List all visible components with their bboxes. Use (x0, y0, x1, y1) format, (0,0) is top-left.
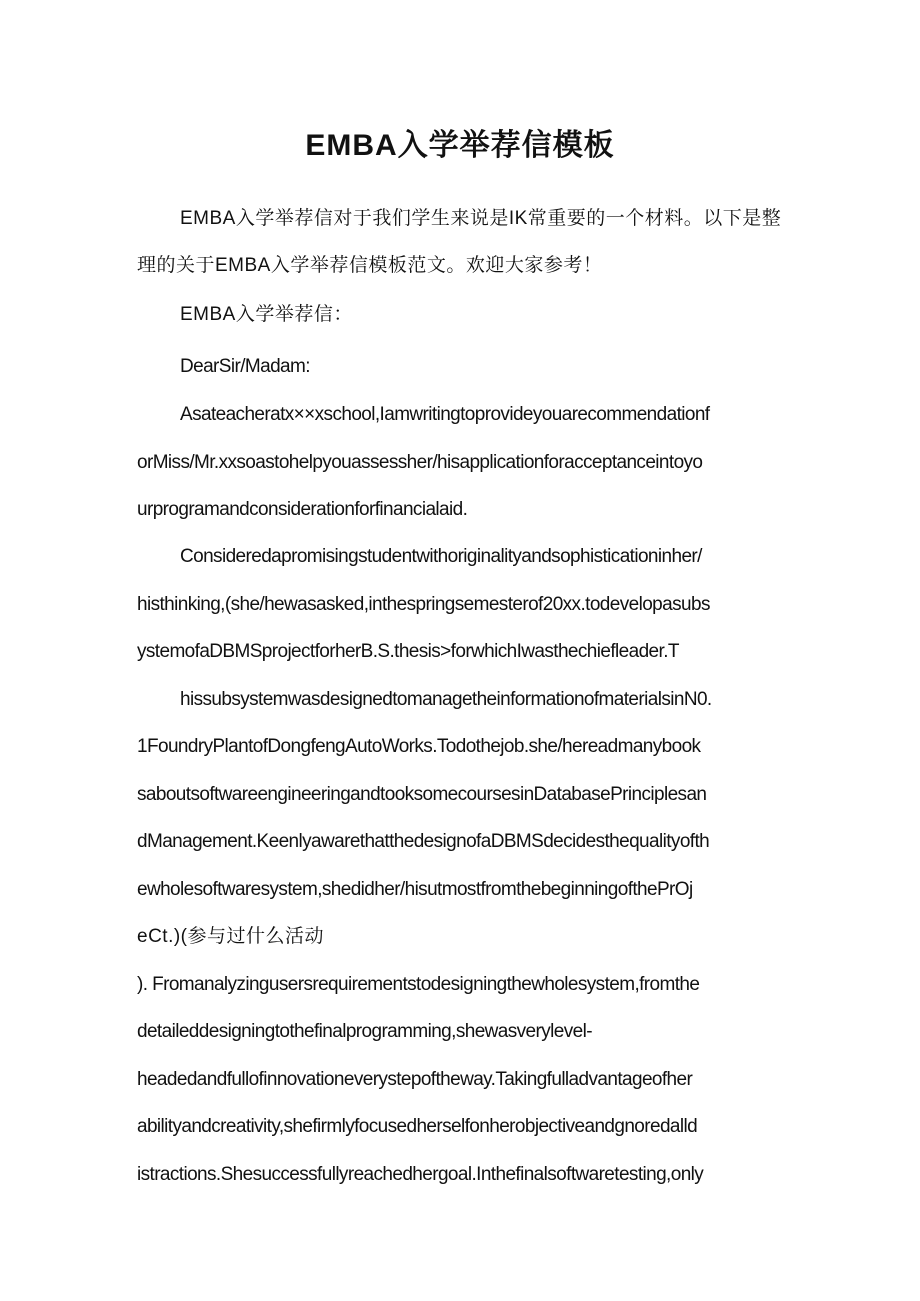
body-line: Asateacheratx××xschool,Iamwritingtoprovideyouarecommendationf (180, 404, 710, 425)
body-line: detaileddesigningtothefinalprogramming,shewasverylevel- (137, 1021, 592, 1042)
body-line: eCt.)(参与过什么活动 (137, 926, 325, 947)
body-line: 理的关于EMBA入学举荐信模板范文。欢迎大家参考！ (137, 255, 603, 276)
body-line: hissubsystemwasdesignedtomanagetheinformationofmaterialsinN0. (180, 689, 712, 710)
body-line: headedandfullofinnovationeverystepoftheway.Takingfulladvantageofher (137, 1069, 693, 1090)
body-line: istractions.Shesuccessfullyreachedhergoal.Inthefinalsoftwaretesting,only (137, 1164, 704, 1185)
body-line: histhinking,(she/hewasasked,inthespringsemesterof20xx.todevelopasubs (137, 594, 710, 615)
body-line: EMBA入学举荐信： (180, 304, 353, 325)
body-line: EMBA入学举荐信对于我们学生来说是IK常重要的一个材料。以下是整 (180, 208, 782, 229)
body-line: ystemofaDBMSprojectforherB.S.thesis>forwhichIwasthechiefleader.T (137, 641, 679, 662)
body-line: saboutsoftwareengineeringandtooksomecoursesinDatabasePrinciplesan (137, 784, 707, 805)
body-line: urprogramandconsiderationforfinancialaid. (137, 499, 468, 520)
body-line: ). Fromanalyzingusersrequirementstodesigningthewholesystem,fromthe (137, 974, 700, 995)
document-title: EMBA入学举荐信模板 (305, 129, 615, 162)
body-line: ewholesoftwaresystem,shedidher/hisutmostfromthebeginningofthePrOj (137, 879, 693, 900)
body-line: Consideredapromisingstudentwithoriginalityandsophisticationinher/ (180, 546, 702, 567)
body-line: abilityandcreativity,shefirmlyfocusedherselfonherobjectiveandgnoredalld (137, 1116, 698, 1137)
salutation: DearSir/Madam: (180, 356, 310, 377)
body-line: orMiss/Mr.xxsoastohelpyouassessher/hisapplicationforacceptanceintoyo (137, 452, 703, 473)
body-line: dManagement.KeenlyawarethatthedesignofaDBMSdecidesthequalityofth (137, 831, 710, 852)
body-line: 1FoundryPlantofDongfengAutoWorks.Todothejob.she/hereadmanybook (137, 736, 701, 757)
